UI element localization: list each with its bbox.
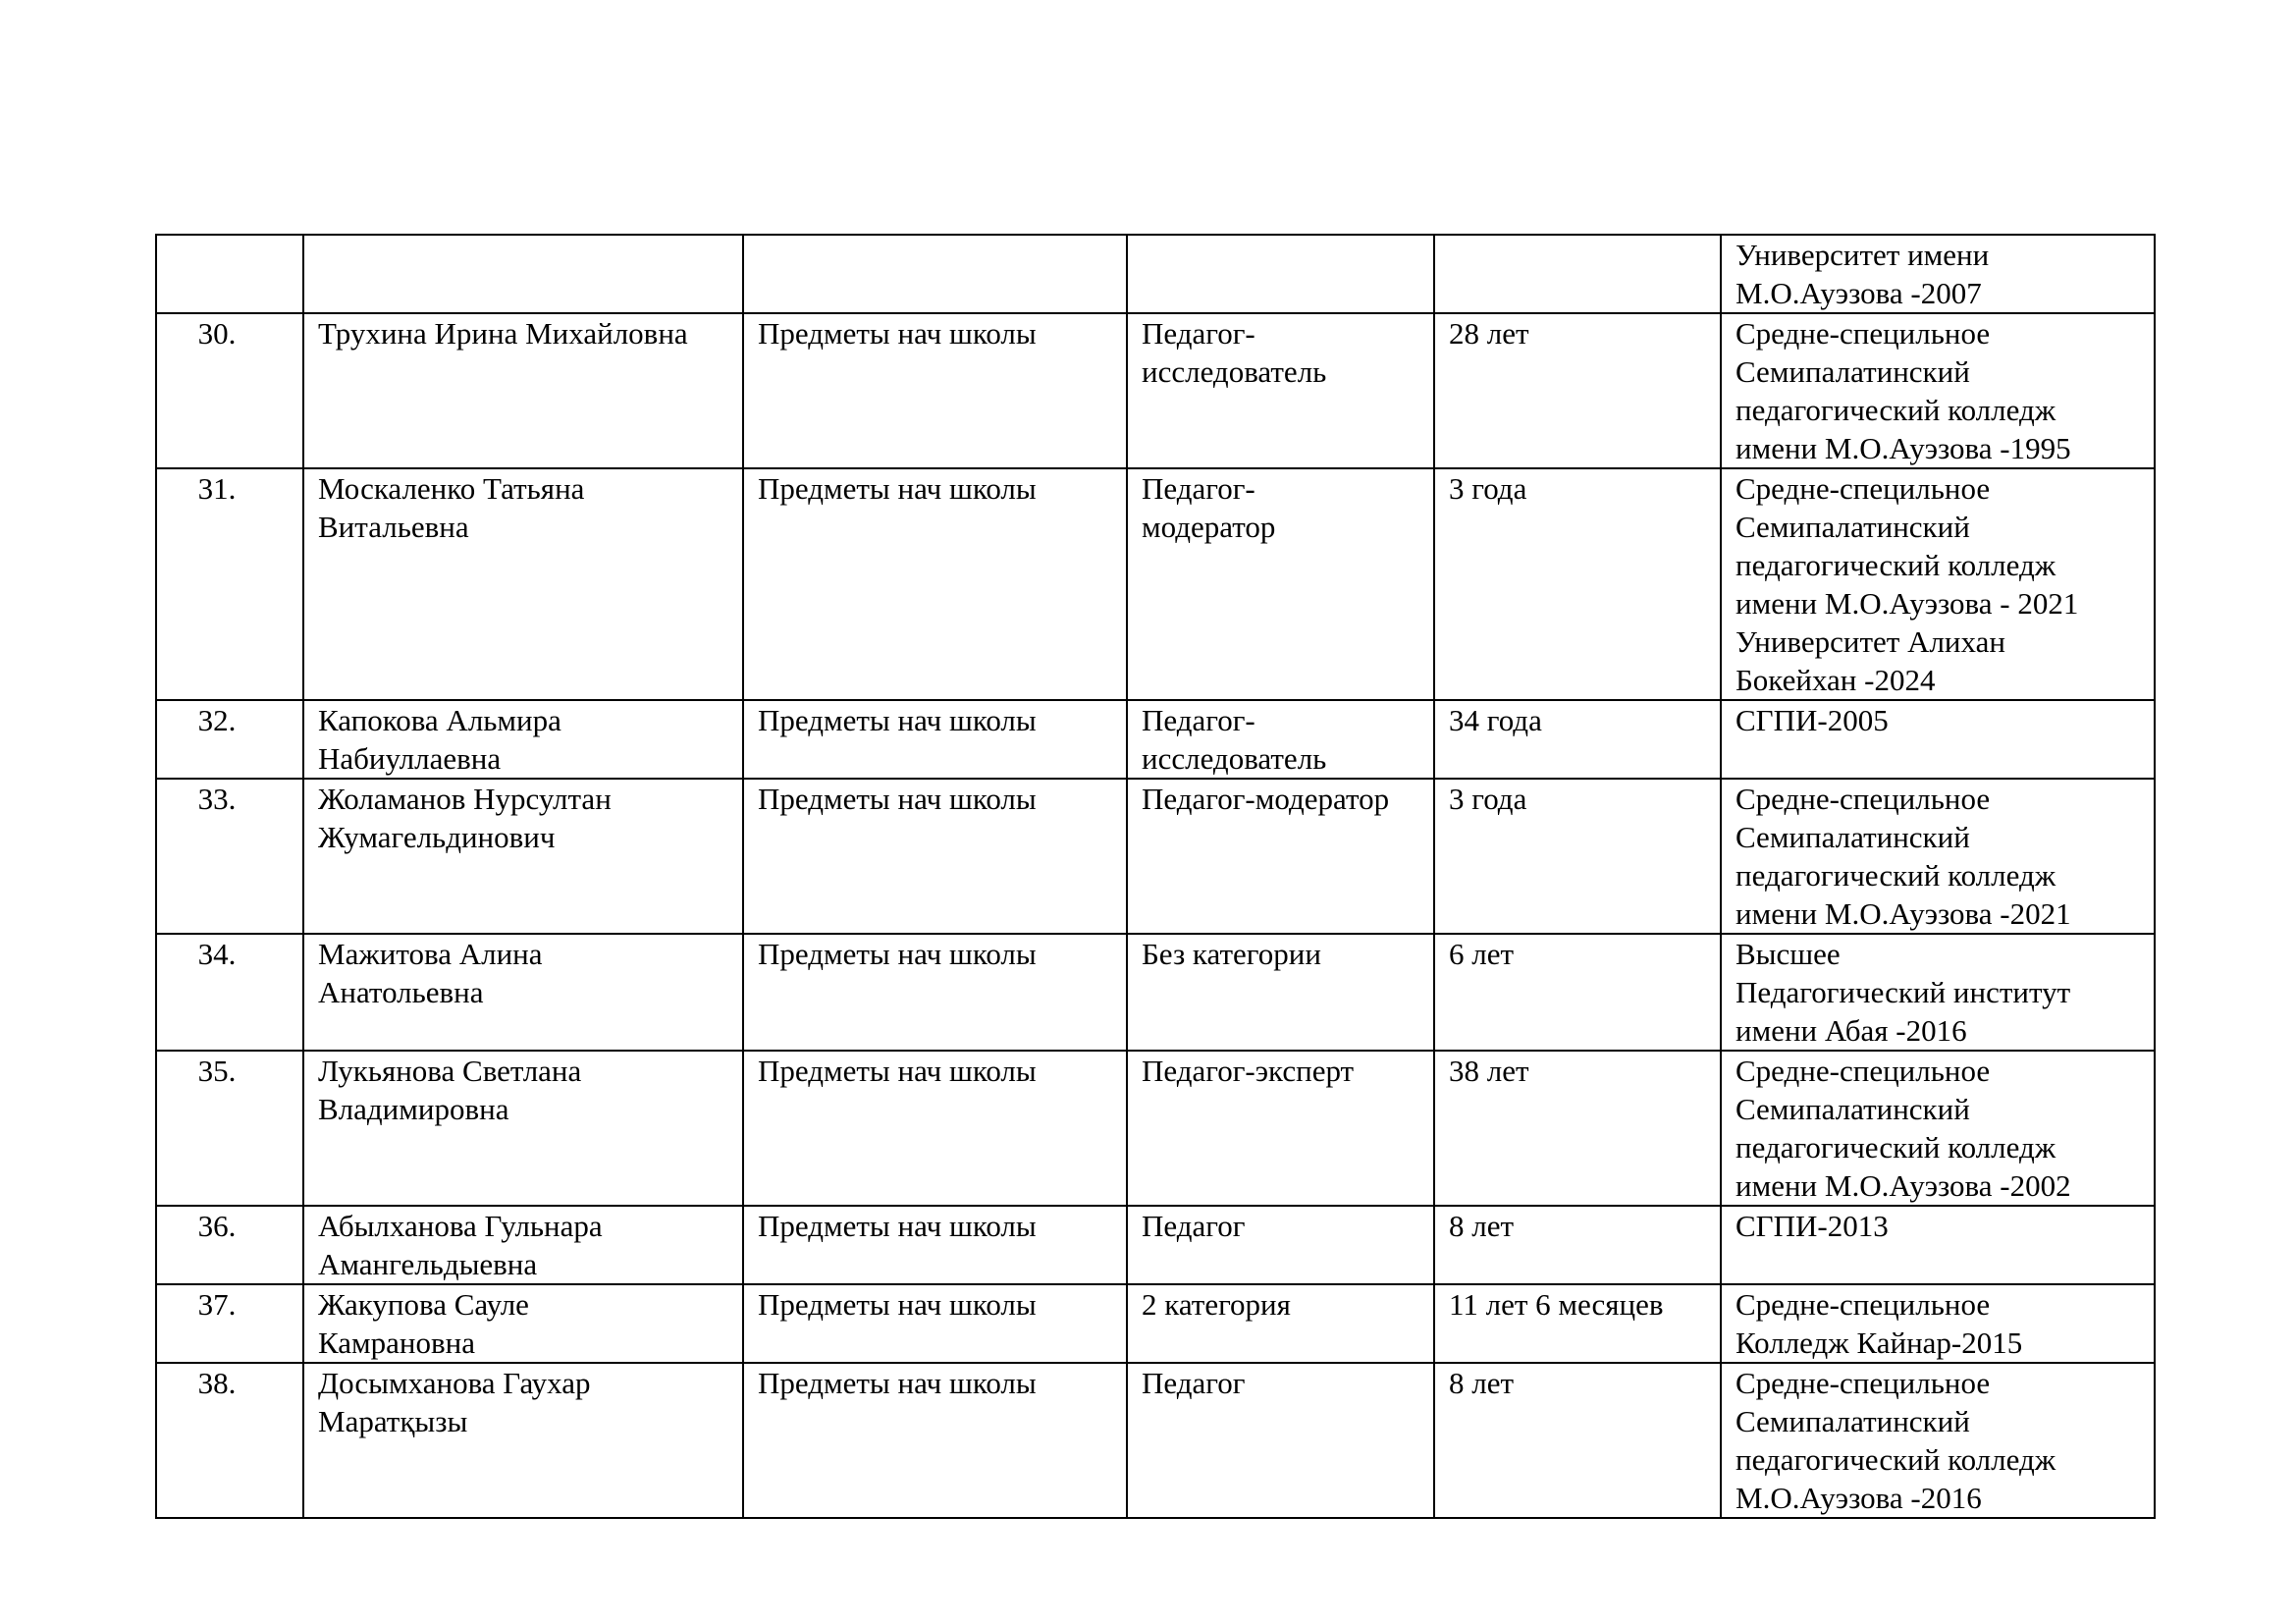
subject: [743, 235, 1127, 313]
education: Высшее Педагогический институт имени Абая -2016: [1721, 934, 2155, 1051]
subject: Предметы нач школы: [743, 468, 1127, 700]
row-number: 32.: [156, 700, 303, 779]
subject: Предметы нач школы: [743, 779, 1127, 934]
category: Педагог-эксперт: [1127, 1051, 1434, 1206]
row-number: 37.: [156, 1284, 303, 1363]
teacher-name: Трухина Ирина Михайловна: [303, 313, 743, 468]
table-row: [156, 779, 2155, 934]
experience: 11 лет 6 месяцев: [1434, 1284, 1721, 1363]
row-number: [156, 235, 303, 313]
experience: 8 лет: [1434, 1206, 1721, 1284]
table-row: [156, 1284, 2155, 1363]
education: Средне-специльное Семипалатинский педагогический колледж имени М.О.Ауэзова - 2021 Университет Алихан Бокейхан -2024: [1721, 468, 2155, 700]
category: Педагог- исследователь: [1127, 313, 1434, 468]
category: Педагог- модератор: [1127, 468, 1434, 700]
experience: 28 лет: [1434, 313, 1721, 468]
education: СГПИ-2005: [1721, 700, 2155, 779]
teacher-name: Жоламанов Нурсултан Жумагельдинович: [303, 779, 743, 934]
education: Университет имени М.О.Ауэзова -2007: [1721, 235, 2155, 313]
education: Средне-специльное Семипалатинский педагогический колледж имени М.О.Ауэзова -1995: [1721, 313, 2155, 468]
row-number: 30.: [156, 313, 303, 468]
experience: 3 года: [1434, 779, 1721, 934]
education: Средне-специльное Семипалатинский педагогический колледж М.О.Ауэзова -2016: [1721, 1363, 2155, 1518]
subject: Предметы нач школы: [743, 1363, 1127, 1518]
table-row: [156, 1363, 2155, 1518]
row-number: 36.: [156, 1206, 303, 1284]
table-row: [156, 235, 2155, 313]
teacher-name: Капокова Альмира Набиуллаевна: [303, 700, 743, 779]
experience: 38 лет: [1434, 1051, 1721, 1206]
education: Средне-специльное Семипалатинский педагогический колледж имени М.О.Ауэзова -2021: [1721, 779, 2155, 934]
row-number: 34.: [156, 934, 303, 1051]
experience: 3 года: [1434, 468, 1721, 700]
teacher-name: Жакупова Сауле Камрановна: [303, 1284, 743, 1363]
table-row: [156, 1206, 2155, 1284]
category: Педагог: [1127, 1363, 1434, 1518]
subject: Предметы нач школы: [743, 1206, 1127, 1284]
subject: Предметы нач школы: [743, 1284, 1127, 1363]
teacher-name: [303, 235, 743, 313]
table-row: [156, 313, 2155, 468]
table-row: [156, 1051, 2155, 1206]
row-number: 33.: [156, 779, 303, 934]
staff-table: [155, 234, 2156, 1519]
teacher-name: Лукьянова Светлана Владимировна: [303, 1051, 743, 1206]
subject: Предметы нач школы: [743, 700, 1127, 779]
category: Педагог- исследователь: [1127, 700, 1434, 779]
experience: 8 лет: [1434, 1363, 1721, 1518]
teacher-name: Абылханова Гульнара Амангельдыевна: [303, 1206, 743, 1284]
education: СГПИ-2013: [1721, 1206, 2155, 1284]
subject: Предметы нач школы: [743, 934, 1127, 1051]
experience: 34 года: [1434, 700, 1721, 779]
teacher-name: Мажитова Алина Анатольевна: [303, 934, 743, 1051]
experience: 6 лет: [1434, 934, 1721, 1051]
subject: Предметы нач школы: [743, 1051, 1127, 1206]
table-row: [156, 934, 2155, 1051]
teacher-name: Досымханова Гаухар Маратқызы: [303, 1363, 743, 1518]
subject: Предметы нач школы: [743, 313, 1127, 468]
education: Средне-специльное Семипалатинский педагогический колледж имени М.О.Ауэзова -2002: [1721, 1051, 2155, 1206]
education: Средне-специльное Колледж Кайнар-2015: [1721, 1284, 2155, 1363]
row-number: 38.: [156, 1363, 303, 1518]
row-number: 31.: [156, 468, 303, 700]
category: Без категории: [1127, 934, 1434, 1051]
category: [1127, 235, 1434, 313]
teacher-name: Москаленко Татьяна Витальевна: [303, 468, 743, 700]
experience: [1434, 235, 1721, 313]
category: Педагог: [1127, 1206, 1434, 1284]
category: Педагог-модератор: [1127, 779, 1434, 934]
row-number: 35.: [156, 1051, 303, 1206]
category: 2 категория: [1127, 1284, 1434, 1363]
table-row: [156, 468, 2155, 700]
table-row: [156, 700, 2155, 779]
